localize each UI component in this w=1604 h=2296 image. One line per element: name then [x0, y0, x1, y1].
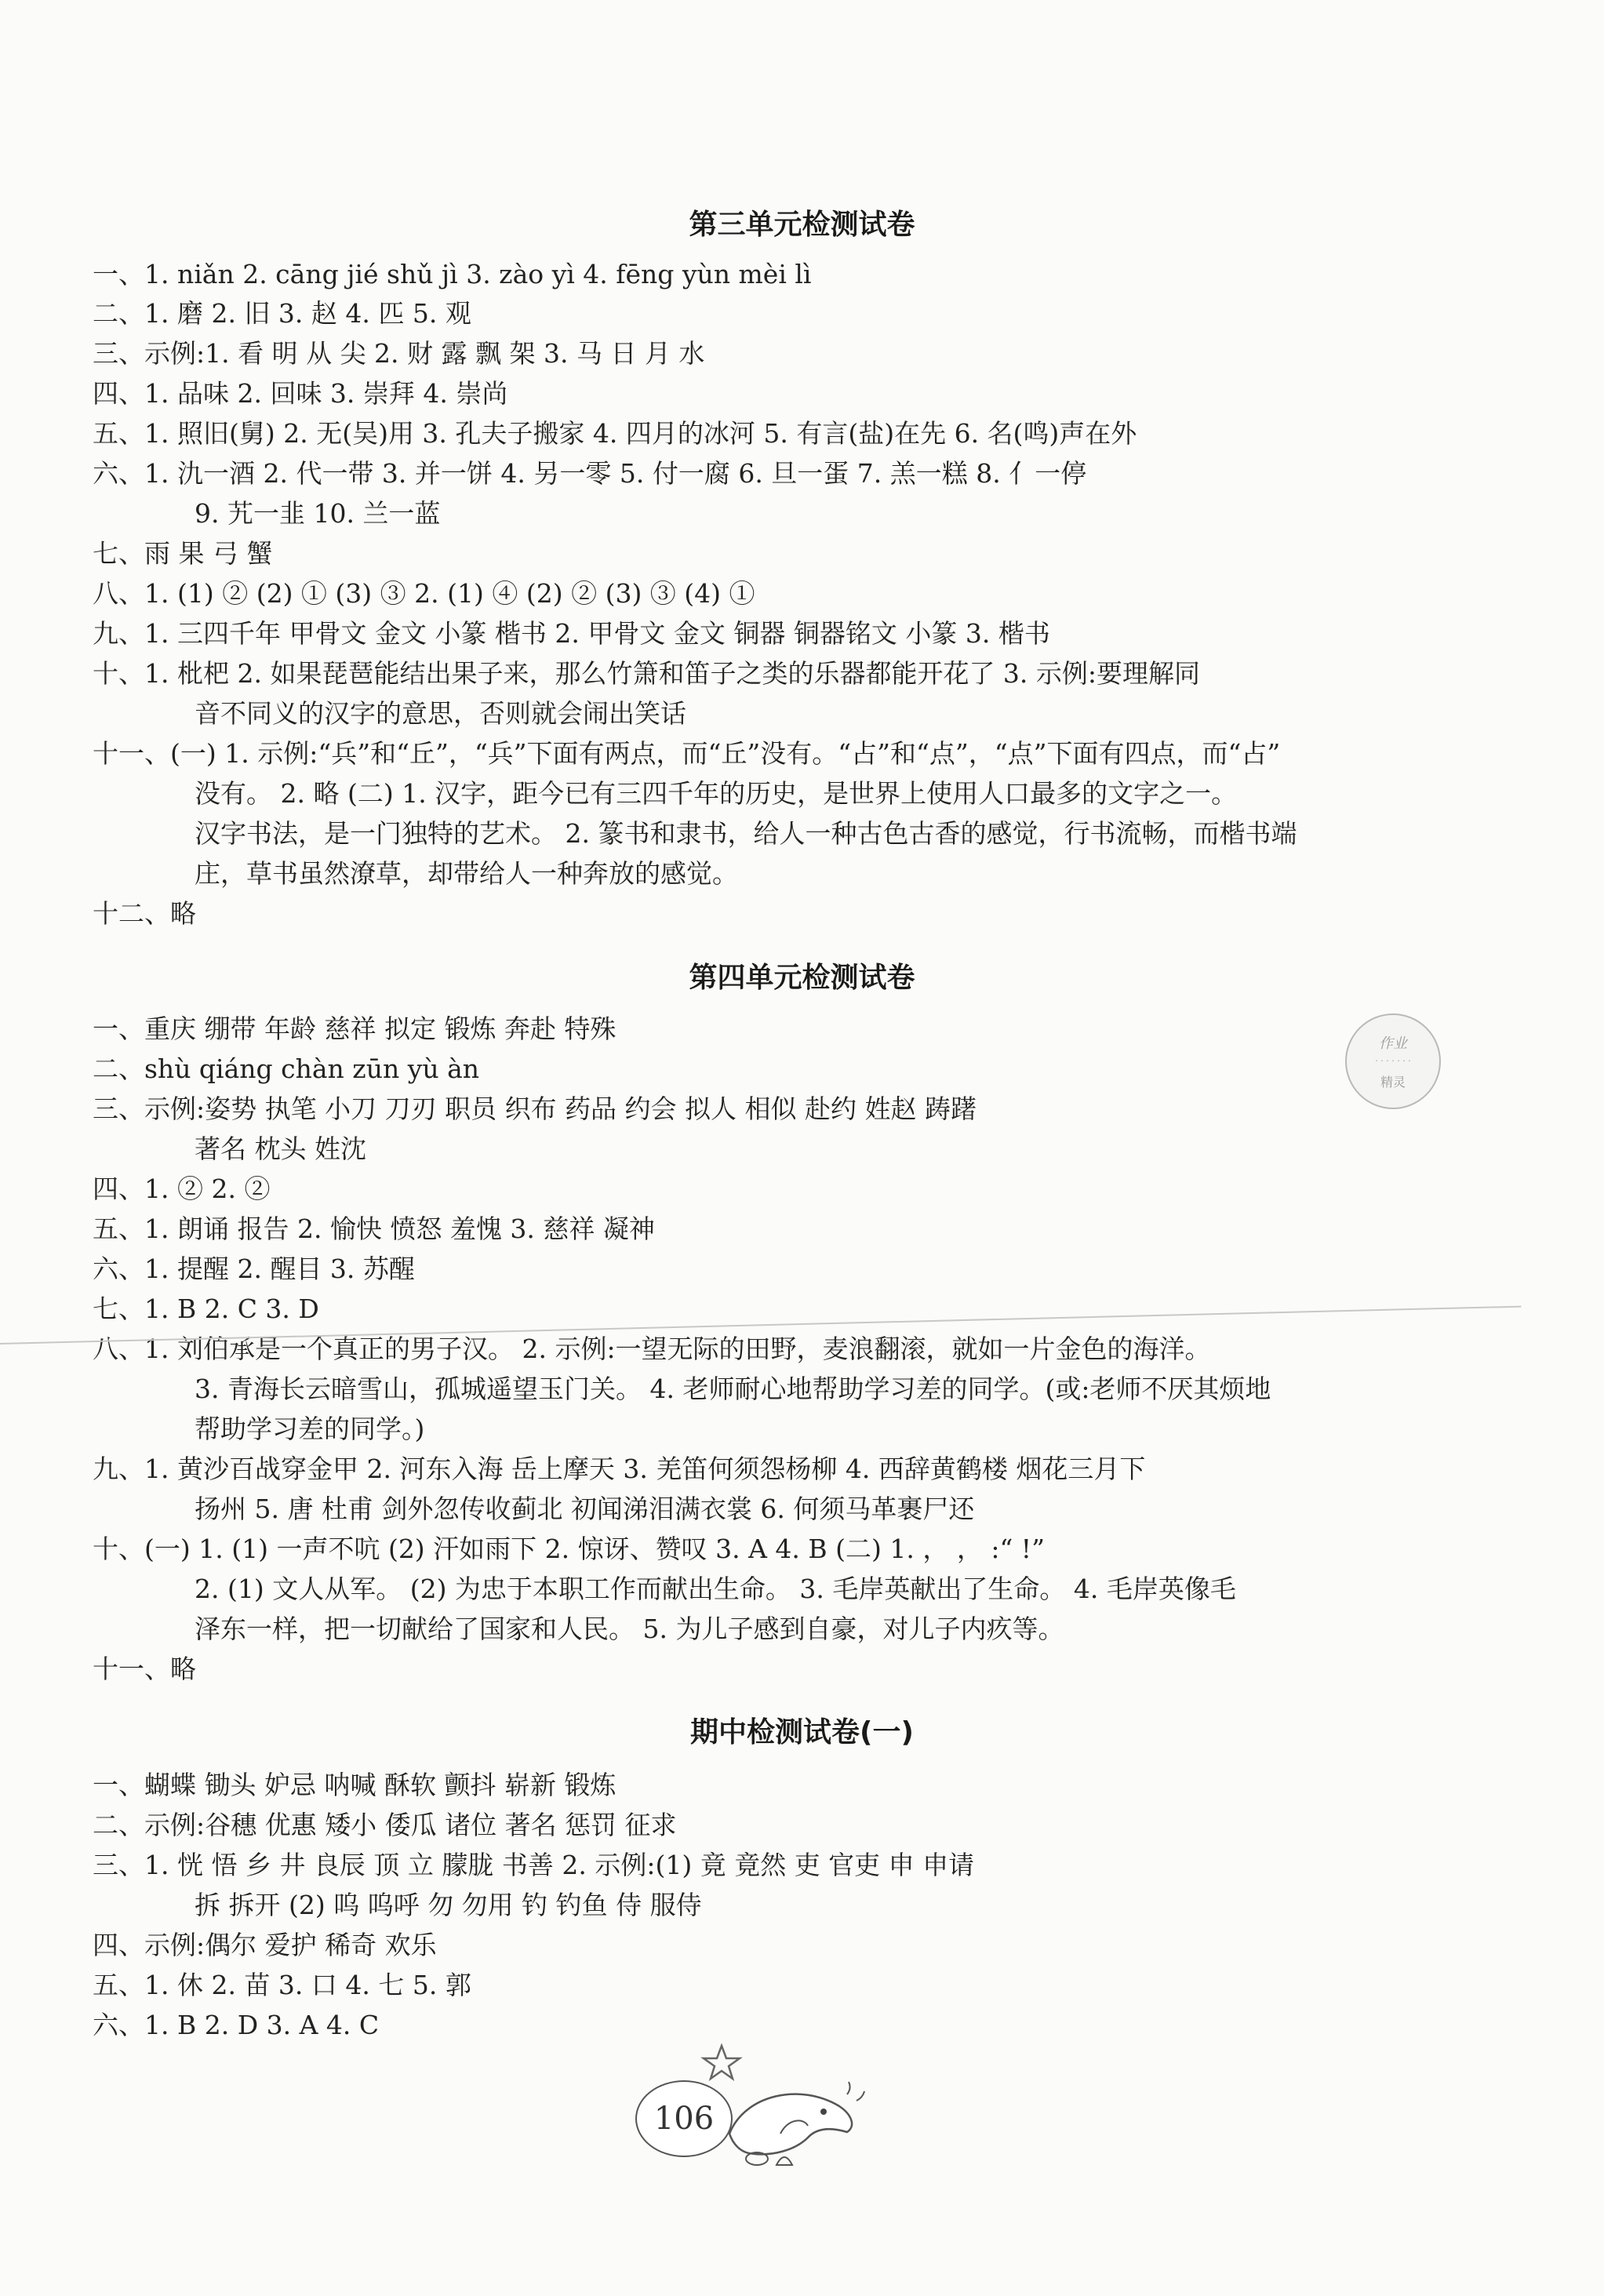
stamp-seal-icon: 作业 · · · · · · · 精灵 [1345, 1013, 1441, 1109]
answer-line-continued: 9. 艽一韭 10. 兰一蓝 [195, 498, 441, 529]
answer-line: 八、1. (1) ② (2) ① (3) ③ 2. (1) ④ (2) ② (3) ③ (4) ① [93, 578, 755, 609]
answer-line: 三、示例:1. 看 明 从 尖 2. 财 露 飘 架 3. 马 日 月 水 [93, 338, 705, 369]
answer-line: 一、1. niǎn 2. cāng jié shǔ jì 3. zào yì 4. fēng yùn mèi lì [93, 259, 812, 289]
answer-line: 四、1. 品味 2. 回味 3. 崇拜 4. 崇尚 [93, 378, 508, 409]
answer-line-continued: 扬州 5. 唐 杜甫 剑外忽传收蓟北 初闻涕泪满衣裳 6. 何须马革裹尸还 [195, 1494, 975, 1524]
answer-line: 十一、略 [93, 1654, 196, 1684]
answer-line-continued: 著名 枕头 姓沈 [195, 1133, 366, 1164]
answer-line: 七、1. B 2. C 3. D [93, 1294, 319, 1324]
answer-line: 十一、(一) 1. 示例:“兵”和“丘”，“兵”下面有两点，而“丘”没有。“占”和“点”，“点”下面有四点，而“占” [93, 738, 1281, 769]
answer-line: 六、1. 氿一酒 2. 代一带 3. 并一饼 4. 另一零 5. 付一腐 6. 旦一蛋 7. 羔一糕 8. 亻一停 [93, 458, 1087, 489]
section-title-unit3: 第三单元检测试卷 [689, 209, 915, 241]
answer-line: 二、shù qiáng chàn zūn yù àn [93, 1053, 480, 1084]
page-number: 106 [635, 2080, 733, 2157]
answer-line-continued: 拆 拆开 (2) 呜 呜呼 勿 勿用 钓 钓鱼 侍 服侍 [195, 1890, 702, 1920]
answer-line: 八、1. 刘伯承是一个真正的男子汉。 2. 示例:一望无际的田野，麦浪翻滚，就如一片金色的海洋。 [93, 1334, 1211, 1364]
answer-line: 三、示例:姿势 执笔 小刀 刀刃 职员 织布 药品 约会 拟人 相似 赴约 姓赵 踌躇 [93, 1093, 977, 1124]
answer-line: 六、1. 提醒 2. 醒目 3. 苏醒 [93, 1254, 415, 1284]
answer-line-continued: 庄，草书虽然潦草，却带给人一种奔放的感觉。 [195, 858, 738, 889]
answer-line: 十、(一) 1. (1) 一声不吭 (2) 汗如雨下 2. 惊讶、赞叹 3. A 4. B (二) 1. ， ， :“ !” [93, 1534, 1045, 1564]
answer-line: 四、1. ② 2. ② [93, 1173, 271, 1204]
answer-line-continued: 音不同义的汉字的意思，否则就会闹出笑话 [195, 698, 686, 729]
answer-line-continued: 没有。 2. 略 (二) 1. 汉字，距今已有三四千年的历史，是世界上使用人口最多的文字之一。 [195, 778, 1238, 809]
answer-line: 十二、略 [93, 898, 196, 929]
answer-line-continued: 3. 青海长云暗雪山，孤城遥望玉门关。 4. 老师耐心地帮助学习差的同学。(或:老师不厌其烦地 [195, 1374, 1271, 1404]
answer-line: 九、1. 三四千年 甲骨文 金文 小篆 楷书 2. 甲骨文 金文 铜器 铜器铭文 小篆 3. 楷书 [93, 618, 1050, 649]
answer-line: 二、1. 磨 2. 旧 3. 赵 4. 匹 5. 观 [93, 298, 471, 329]
section-title-unit4: 第四单元检测试卷 [689, 962, 915, 994]
answer-line: 七、雨 果 弓 蟹 [93, 538, 273, 569]
answer-line-continued: 帮助学习差的同学。) [195, 1414, 425, 1444]
answer-line: 二、示例:谷穗 优惠 矮小 倭瓜 诸位 著名 惩罚 征求 [93, 1810, 677, 1840]
answer-line: 五、1. 照旧(舅) 2. 无(吴)用 3. 孔夫子搬家 4. 四月的冰河 5. 有言(盐)在先 6. 名(鸣)声在外 [93, 418, 1137, 449]
answer-line-continued: 汉字书法，是一门独特的艺术。 2. 篆书和隶书，给人一种古色古香的感觉，行书流畅，而楷书端 [195, 818, 1297, 849]
answer-line: 一、蝴蝶 锄头 妒忌 呐喊 酥软 颤抖 崭新 锻炼 [93, 1770, 617, 1800]
answer-line: 五、1. 朗诵 报告 2. 愉快 愤怒 羞愧 3. 慈祥 凝神 [93, 1213, 655, 1244]
section-title-midterm: 期中检测试卷(一) [690, 1716, 914, 1748]
answer-line-continued: 泽东一样，把一切献给了国家和人民。 5. 为儿子感到自豪，对儿子内疚等。 [195, 1614, 1064, 1644]
answer-line: 一、重庆 绷带 年龄 慈祥 拟定 锻炼 奔赴 特殊 [93, 1013, 617, 1044]
answer-line: 六、1. B 2. D 3. A 4. C [93, 2010, 380, 2040]
page-number-decoration [612, 2039, 871, 2173]
answer-line: 三、1. 恍 悟 乡 井 良辰 顶 立 朦胧 书善 2. 示例:(1) 竟 竟然 吏 官吏 申 申请 [93, 1850, 975, 1880]
answer-line: 五、1. 休 2. 苗 3. 口 4. 七 5. 郭 [93, 1970, 471, 2000]
answer-line: 四、示例:偶尔 爱护 稀奇 欢乐 [93, 1930, 437, 1960]
answer-line: 十、1. 枇杷 2. 如果琵琶能结出果子来，那么竹箫和笛子之类的乐器都能开花了 3. 示例:要理解同 [93, 658, 1201, 689]
answer-line: 九、1. 黄沙百战穿金甲 2. 河东入海 岳上摩天 3. 羌笛何须怨杨柳 4. 西辞黄鹤楼 烟花三月下 [93, 1454, 1146, 1484]
answer-line-continued: 2. (1) 文人从军。 (2) 为忠于本职工作而献出生命。 3. 毛岸英献出了生命。 4. 毛岸英像毛 [195, 1574, 1236, 1604]
